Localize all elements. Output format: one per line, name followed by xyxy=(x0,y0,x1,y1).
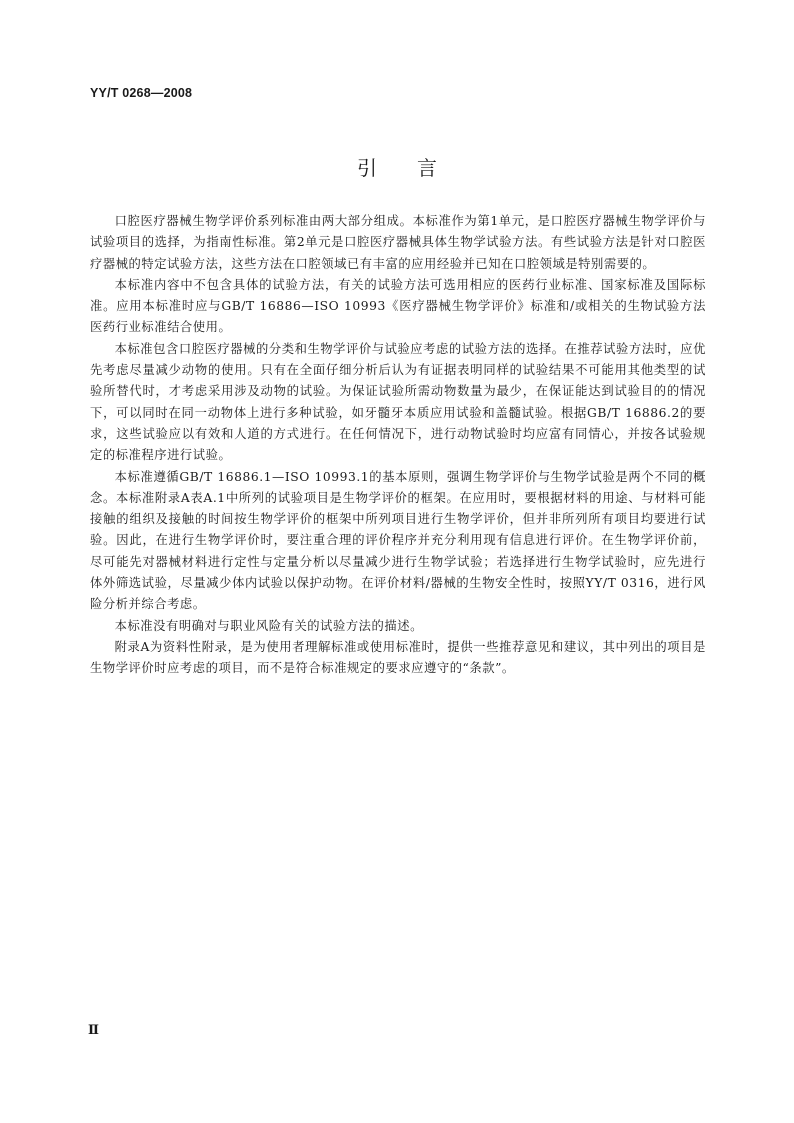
paragraph: 本标准没有明确对与职业风险有关的试验方法的描述。 xyxy=(114,618,423,633)
page-title: 引言 xyxy=(357,156,477,180)
paragraph: 本标准遵循GB/T 16886.1—ISO 10993.1的基本原则，强调生物学评价与生物学试验是两个不同的概念。本标准附录A表A.1中所列的试验项目是生物学评价的框架。在应用时，要根据材料的用途、与材料可能接触的组织及接触的时间按生物学评价的框架中所列项目进行生物学评价，但并非所列所有项目均要进行试验。因此，在进行生物学评价时，要注重合理的评价程序并充分利用现有信息进行评价。在生物学评价前，尽可能先对器械材料进行定性与定量分析以尽量减少进行生物学试验；若选择进行生物学试验时，应先进行体外筛选试验，尽量减少体内试验以保护动物。在评价材料/器械的生物安全性时，按照YY/T 0316，进行风险分析并综合考虑。 xyxy=(90,469,706,612)
paragraph: 本标准内容中不包含具体的试验方法，有关的试验方法可选用相应的医药行业标准、国家标准及国际标准。应用本标准时应与GB/T 16886—ISO 10993《医疗器械生物学评价》标准和/或相关的生物试验方法医药行业标准结合使用。 xyxy=(90,277,706,335)
page-number: Ⅱ xyxy=(88,1022,99,1037)
paragraph: 口腔医疗器械生物学评价系列标准由两大部分组成。本标准作为第1单元，是口腔医疗器械生物学评价与试验项目的选择，为指南性标准。第2单元是口腔医疗器械具体生物学试验方法。有些试验方法是针对口腔医疗器械的特定试验方法，这些方法在口腔领域已有丰富的应用经验并已知在口腔领域是特别需要的。 xyxy=(90,214,706,271)
paragraph: 附录A为资料性附录，是为使用者理解标准或使用标准时，提供一些推荐意见和建议，其中列出的项目是生物学评价时应考虑的项目，而不是符合标准规定的要求应遵守的“条款”。 xyxy=(90,639,706,676)
paragraph: 本标准包含口腔医疗器械的分类和生物学评价与试验应考虑的试验方法的选择。在推荐试验方法时，应优先考虑尽量减少动物的使用。只有在全面仔细分析后认为有证据表明同样的试验结果不可能用其他类型的试验所替代时，才考虑采用涉及动物的试验。为保证试验所需动物数量为最少，在保证能达到试验目的的情况下，可以同时在同一动物体上进行多种试验，如牙髓牙本质应用试验和盖髓试验。根据GB/T 16886.2的要求，这些试验应以有效和人道的方式进行。在任何情况下，进行动物试验时均应富有同情心，并按各试验规定的标准程序进行试验。 xyxy=(90,341,706,463)
body-text xyxy=(90,211,706,680)
standard-code: YY/T 0268—2008 xyxy=(90,86,193,100)
